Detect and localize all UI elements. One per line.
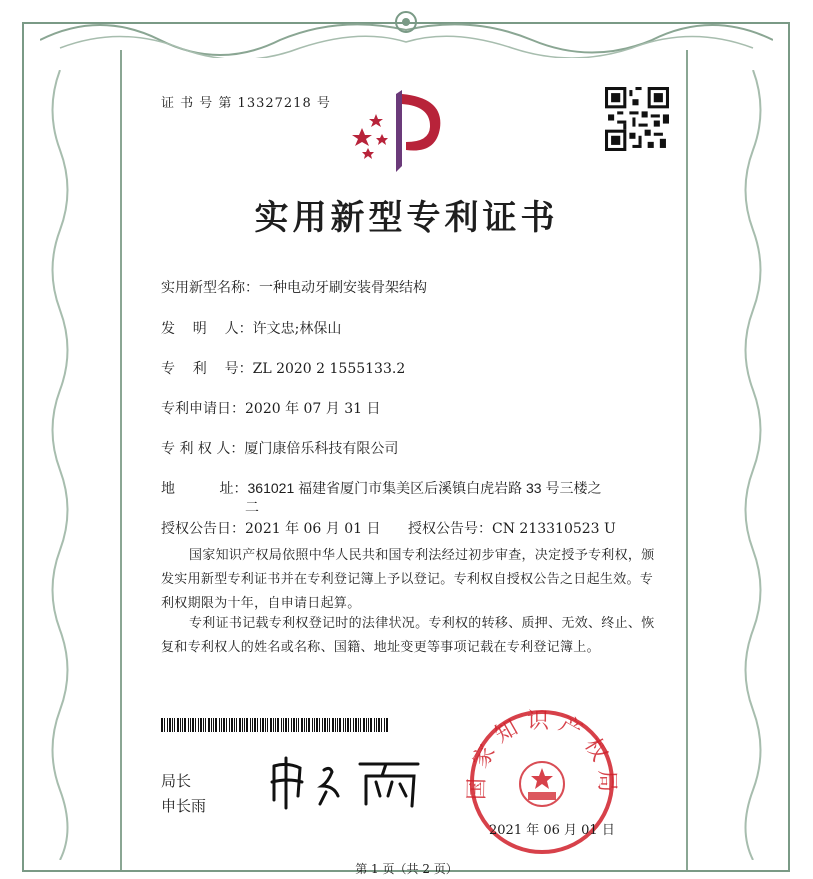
cnipa-logo-icon xyxy=(352,88,452,174)
certificate-title: 实用新型专利证书 xyxy=(254,198,559,238)
left-ornament-icon xyxy=(40,70,80,860)
barcode-icon xyxy=(161,718,391,732)
field-address: 地 址：361021 福建省厦门市集美区后溪镇白虎岩路 33 号三楼之 xyxy=(161,480,602,497)
field-utility-model-name: 实用新型名称：一种电动牙刷安装骨架结构 xyxy=(161,280,427,296)
page-number: 第 1 页（共 2 页） xyxy=(355,862,458,876)
paragraph-grant-statement: 国家知识产权局依照中华人民共和国专利法经过初步审查，决定授予专利权，颁发实用新型专利证书并在专利登记簿上予以登记。专利权自授权公告之日起生效。专利权期限为十年，自申请日起算。 xyxy=(161,548,655,611)
certificate-number: 证 书 号 第 13327218 号 xyxy=(161,96,331,111)
field-application-date: 专利申请日：2020 年 07 月 31 日 xyxy=(161,401,381,417)
field-patentee: 专 利 权 人：厦门康倍乐科技有限公司 xyxy=(161,441,399,457)
top-ornament-icon xyxy=(40,0,773,58)
handwritten-signature-icon xyxy=(268,752,428,812)
signatory-name: 申长雨 xyxy=(161,797,207,815)
field-address-continued: 二 xyxy=(245,500,259,516)
field-grant-date: 授权公告日：2021 年 06 月 01 日 xyxy=(161,521,381,537)
field-patent-number: 专 利 号：ZL 2020 2 1555133.2 xyxy=(161,361,406,377)
seal-date: 2021 年 06 月 01 日 xyxy=(489,823,615,838)
field-grant-number: 授权公告号：CN 213310523 U xyxy=(408,521,616,537)
field-inventor: 发 明 人：许文忠;林保山 xyxy=(161,321,342,337)
qr-code-icon xyxy=(605,87,669,151)
paragraph-legal-status: 专利证书记载专利权登记时的法律状况。专利权的转移、质押、无效、终止、恢复和专利权人的姓名或名称、国籍、地址变更等事项记载在专利登记簿上。 xyxy=(161,616,655,655)
signatory-role: 局长 xyxy=(161,772,192,790)
right-ornament-icon xyxy=(733,70,773,860)
svg-text:国家知识产权局: 国家知识产权局 xyxy=(464,709,620,801)
